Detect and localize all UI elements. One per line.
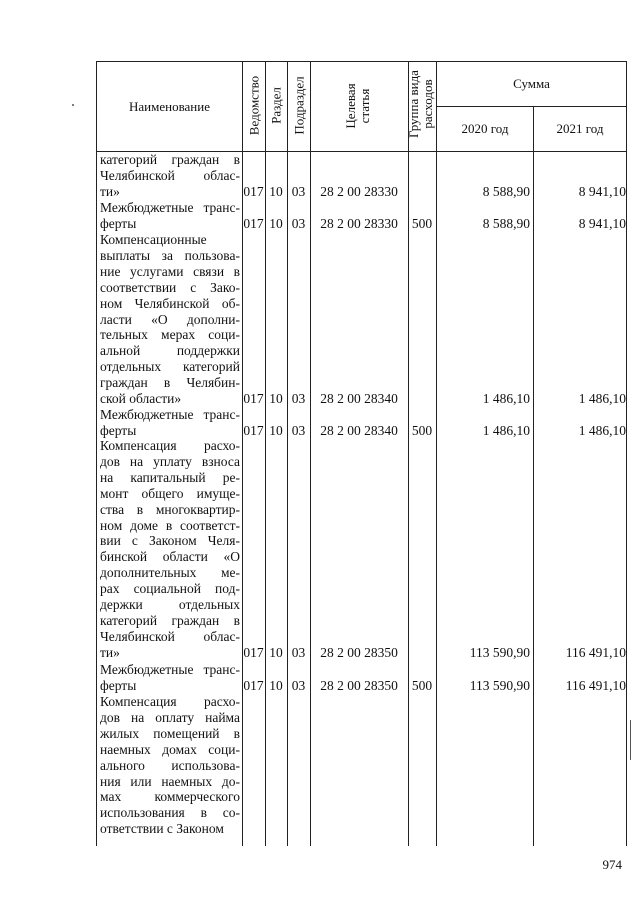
row-name-line: отдельных категорий — [100, 359, 240, 375]
cell-dept: 017 — [243, 183, 264, 199]
cell-section: 10 — [269, 644, 283, 660]
cell-target: 28 2 00 28350 — [320, 677, 398, 693]
col-border-subsection — [310, 61, 311, 846]
cell-section: 10 — [269, 391, 283, 406]
cell-y2021: 1 486,10 — [578, 391, 626, 406]
row-name-line: тельных мерах соци- — [100, 327, 240, 343]
header-section: Раздел — [268, 87, 284, 124]
row-name-line: ального использова- — [100, 757, 240, 773]
scan-speck — [630, 720, 631, 760]
row-name-line: Компенсационные — [100, 232, 207, 247]
col-border-target — [408, 61, 409, 846]
cell-target: 28 2 00 28350 — [320, 644, 398, 660]
row-name-line: выплаты за пользова- — [100, 247, 240, 263]
row-name-line: дов на уплату взноса — [100, 453, 240, 469]
row-name-line: Челябинской облас- — [100, 167, 240, 183]
cell-group: 500 — [411, 215, 433, 231]
row-name — [100, 662, 240, 694]
row-name-line: ответствии с Законом — [100, 821, 224, 837]
col-border-dept — [265, 61, 266, 846]
scan-speck — [72, 104, 74, 106]
cell-target: 28 2 00 28330 — [320, 215, 398, 231]
cell-y2020: 113 590,90 — [469, 677, 530, 693]
row-name-line: категорий граждан в — [100, 612, 240, 628]
table-top-border — [96, 61, 626, 62]
row-name-line: Межбюджетные транс- — [100, 662, 240, 677]
cell-subsection: 03 — [291, 215, 306, 231]
row-name-line: Межбюджетные транс- — [100, 200, 240, 215]
row-name-line: ферты — [100, 215, 137, 231]
cell-dept: 017 — [243, 644, 264, 660]
cell-dept: 017 — [243, 422, 264, 438]
cell-subsection: 03 — [291, 644, 306, 660]
header-dept: Ведомство — [246, 75, 262, 136]
row-name-line: ном доме в соответст- — [100, 517, 240, 533]
col-border-group — [436, 61, 437, 846]
row-name — [100, 694, 240, 837]
row-name-line: дов на оплату найма — [100, 709, 240, 725]
row-name-line: монт общего имуще- — [100, 485, 240, 501]
col-border-left — [96, 61, 97, 846]
col-border-right — [626, 61, 627, 846]
header-name: Наименование — [129, 99, 210, 114]
header-target-line1: Целевая — [343, 83, 358, 129]
cell-target: 28 2 00 28340 — [320, 422, 398, 438]
cell-y2021: 1 486,10 — [578, 422, 626, 438]
cell-section: 10 — [269, 422, 283, 438]
cell-group: 500 — [411, 422, 433, 438]
cell-y2020: 113 590,90 — [469, 644, 530, 660]
col-border-name — [242, 61, 243, 846]
row-name — [100, 438, 240, 661]
cell-subsection: 03 — [291, 422, 306, 438]
header-group — [407, 64, 437, 144]
row-name-line: Челябинской облас- — [100, 628, 240, 644]
row-name-line: ти» — [100, 644, 120, 660]
row-name-line: использования в со- — [100, 805, 240, 821]
row-name-line: ном Челябинской об- — [100, 295, 240, 311]
cell-y2020: 8 588,90 — [482, 183, 530, 199]
row-name — [100, 200, 240, 232]
cell-section: 10 — [269, 677, 283, 693]
page-number: 974 — [602, 857, 622, 872]
row-name-line: ства в многоквартир- — [100, 501, 240, 517]
header-2021: 2021 год — [556, 121, 604, 136]
cell-dept: 017 — [243, 215, 264, 231]
header-target — [344, 66, 374, 146]
row-name-line: Компенсация расхо- — [100, 694, 240, 709]
row-name-line: Компенсация расхо- — [100, 438, 240, 453]
header-group-line1: Группа вида — [406, 70, 421, 138]
row-name-line: мах коммерческого — [100, 789, 240, 805]
header-group-line2: расходов — [420, 79, 435, 129]
row-name-line: ния или наемных до- — [100, 773, 240, 789]
row-name-line: дополнительных ме- — [100, 565, 240, 581]
cell-section: 10 — [269, 183, 283, 199]
row-name-line: граждан в Челябин- — [100, 375, 240, 391]
cell-y2021: 116 491,10 — [565, 677, 626, 693]
cell-subsection: 03 — [291, 391, 306, 406]
cell-group: 500 — [411, 677, 433, 693]
row-name-line: альной поддержки — [100, 343, 240, 359]
row-name-line: соответствии с Зако- — [100, 279, 240, 295]
row-name-line: ской области» — [100, 391, 182, 407]
cell-target: 28 2 00 28330 — [320, 183, 398, 199]
cell-y2020: 1 486,10 — [482, 422, 530, 438]
cell-section: 10 — [269, 215, 283, 231]
row-name-line: рах социальной под- — [100, 581, 240, 597]
cell-y2021: 116 491,10 — [565, 644, 626, 660]
col-border-section — [287, 61, 288, 846]
cell-dept: 017 — [243, 677, 264, 693]
row-name — [100, 407, 240, 439]
cell-y2021: 8 941,10 — [578, 183, 626, 199]
row-name — [100, 152, 240, 200]
header-sum: Сумма — [513, 76, 550, 91]
cell-subsection: 03 — [291, 183, 306, 199]
row-name-line: держки отдельных — [100, 597, 240, 613]
row-name-line: ферты — [100, 422, 137, 438]
header-subsection: Подраздел — [291, 76, 307, 135]
row-name-line: жилых помещений в — [100, 725, 240, 741]
sum-divider — [436, 106, 626, 107]
row-name-line: на капитальный ре- — [100, 469, 240, 485]
cell-target: 28 2 00 28340 — [320, 391, 398, 406]
row-name — [100, 232, 240, 407]
cell-y2021: 8 941,10 — [578, 215, 626, 231]
row-name-line: наемных домах соци- — [100, 741, 240, 757]
header-2020: 2020 год — [461, 121, 509, 136]
row-name-line: бинской области «О — [100, 549, 240, 565]
row-name-line: ферты — [100, 677, 137, 693]
row-name-line: категорий граждан в — [100, 152, 240, 167]
row-name-line: Межбюджетные транс- — [100, 407, 240, 422]
cell-y2020: 8 588,90 — [482, 215, 530, 231]
cell-y2020: 1 486,10 — [482, 391, 530, 406]
row-name-line: ние услугами связи в — [100, 263, 240, 279]
header-target-line2: статья — [357, 88, 372, 124]
row-name-line: вии с Законом Челя- — [100, 533, 240, 549]
cell-dept: 017 — [243, 391, 264, 406]
row-name-line: ти» — [100, 183, 120, 199]
cell-subsection: 03 — [291, 677, 306, 693]
row-name-line: ласти «О дополни- — [100, 311, 240, 327]
